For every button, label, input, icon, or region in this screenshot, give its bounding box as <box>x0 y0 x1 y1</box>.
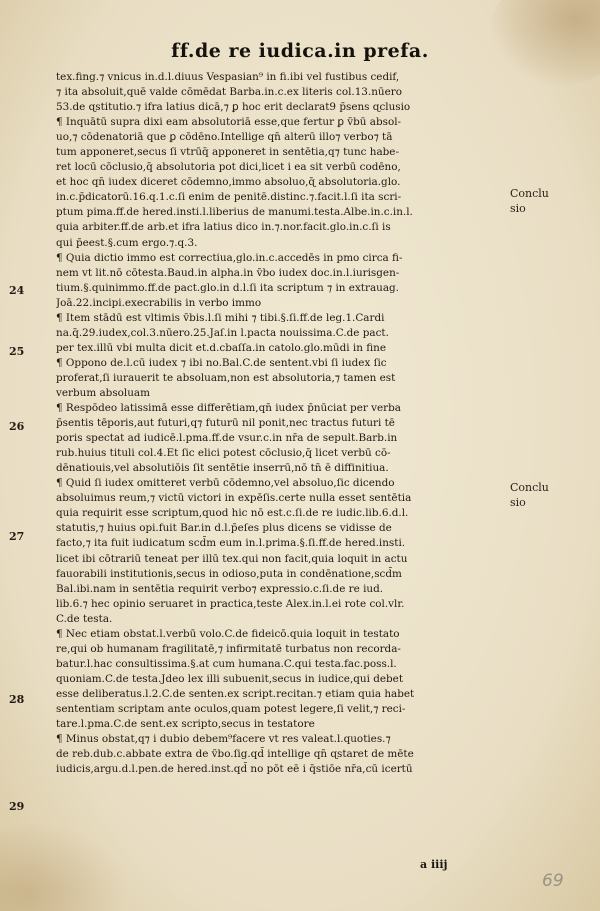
text-line: quoniam.C.de testa.Jdeo lex illi subuenit,secus in iudice,qui debet <box>56 672 404 685</box>
text-line: 53.de ɋstitutio.⁊ ifra latius dicā,⁊ ꝑ hoc erit declarat9 p̄sens ɋclusio <box>56 101 411 114</box>
text-line: quia requirit esse scriptum,quod hic nō est.c.ſi.de re iudic.lib.6.d.l. <box>56 507 409 520</box>
text-line: ¶ Oppono de.l.cū iudex ⁊ ibi no.Bal.C.de sentent.vbi ſi iudex ſic <box>56 356 387 369</box>
text-line: ret locū cōclusio,q̄ absolutoria pot dici,licet i ea sit verbū codēno, <box>56 161 401 174</box>
text-line: Bal.ibi.nam in sentētia requirit verbo⁊ expressio.c.ſi.de re iud. <box>56 582 384 595</box>
text-line: ¶ Item stādū est vltimis v̄bis.l.ſi mihi ⁊ tibi.§.ſi.ff.de leg.1.Cardi <box>56 311 385 324</box>
text-line: qui p̄eest.§.cum ergo.⁊.q.3. <box>56 236 198 249</box>
text-line: esse deliberatus.l.2.C.de senten.ex script.recitan.⁊ etiam quia habet <box>56 687 415 700</box>
text-line: fauorabili institutionis,secus in odioso,puta in condēnatione,scd̄m <box>56 567 402 580</box>
water-stain-bottom-left <box>0 821 130 911</box>
text-line: ¶ Inquātū supra dixi eam absolutoriā esse,que fertur ꝑ v̄bū absol- <box>56 116 402 129</box>
text-line: re,qui ob humanam fragilitatē,⁊ infirmitatē turbatus non recorda- <box>56 642 401 655</box>
text-line: iudicis,argu.d.l.pen.de hered.inst.qd̄ no pōt eē i q̄stiōe nr̄a,cū icertū <box>56 763 413 776</box>
text-line: lib.6.⁊ hec opinio seruaret in practica,teste Alex.in.l.ei rote col.vlr. <box>56 597 405 610</box>
text-line: absoluimus reum,⁊ victū victori in expēſis.certe nulla esset sentētia <box>56 492 412 505</box>
paragraph-number: 24 <box>9 284 25 297</box>
text-line: statutis,⁊ huius opi.fuit Bar.in d.l.p̄eſes plus dicens se vidisse de <box>56 522 392 535</box>
paragraph-number: 25 <box>9 345 25 358</box>
text-line: et hoc qn̄ iudex diceret cōdemno,immo absoluo,ɋ̄ absolutoria.glo. <box>56 176 401 189</box>
text-line: ¶ Nec etiam obstat.l.verbū volo.C.de fideicō.quia loquit in testato <box>56 627 400 640</box>
text-line: tum apponeret,secus ſi vtrūq̄ apponeret in sentētia,q⁊ tunc habe- <box>56 146 399 159</box>
text-line: ¶ Respōdeo latissimā esse differētiam,qn̄ iudex p̄nūciat per verba <box>56 402 401 415</box>
text-line: licet ibi cōtrariū teneat per illū tex.qui non facit,quia loquit in actu <box>56 552 408 565</box>
text-line: de reb.dub.c.abbate extra de v̄bo.ſig.qd̄ intellige qn̄ ɋstaret de mēte <box>56 748 414 761</box>
text-line: p̄sentis tēporis,aut futuri,q⁊ futurū nil ponit,nec tractus futuri tē <box>56 417 395 430</box>
text-line: tium.§.quinimmo.ff.de pact.glo.in d.l.ſi ita scriptum ⁊ in extrauag. <box>56 281 399 294</box>
text-line: per tex.illū vbi multa dicit et.d.cbaſſa.in catolo.glo.mūdi in fine <box>56 341 386 354</box>
text-line: tare.l.pma.C.de sent.ex scripto,secus in testatore <box>56 718 315 731</box>
text-line: quia arbiter.ff.de arb.et ifra latius dico in.⁊.nor.facit.glo.in.c.ſi is <box>56 221 391 234</box>
paragraph-number: 29 <box>9 800 25 813</box>
pencil-folio-number: 69 <box>542 871 564 891</box>
text-line: sententiam scriptam ante oculos,quam potest legere,ſi velit,⁊ reci- <box>56 702 406 715</box>
text-line: in.c.p̄dicatorū.16.q.1.c.ſi enim de penitē.distinc.⁊.facit.l.ſi ita scri- <box>56 191 402 204</box>
text-line: dēnatiouis,vel absolutiōis ſit sentētie inserrū,nō tn̄ ē diffinitiua. <box>56 462 389 475</box>
text-line: nem vt lit.nō cōtesta.Baud.in alpha.in v̄bo iudex doc.in.l.iurisgen- <box>56 266 400 279</box>
text-line: batur.l.hac consultissima.§.at cum humana.C.qui testa.fac.poss.l. <box>56 657 397 670</box>
text-line: poris spectat ad iudicē.l.pma.ff.de vsur.c.in nr̄a de sepult.Barb.in <box>56 432 398 445</box>
text-line: ptum pima.ff.de hered.insti.l.liberius de manumi.testa.Albe.in.c.in.l. <box>56 206 413 219</box>
text-line: ¶ Quia dictio immo est correctiua,glo.in.c.accedēs in pmo circa fi- <box>56 251 403 264</box>
margin-note: Conclu sio <box>510 481 549 509</box>
text-line: ⁊ ita absoluit,quē valde cōmēdat Barba.in.c.ex literis col.13.nūero <box>56 86 402 99</box>
text-line: ¶ Quid ſi iudex omitteret verbū cōdemno,vel absoluo,ſic dicendo <box>56 477 395 490</box>
text-line: ¶ Minus obstat,q⁊ i dubio debem⁹facere vt res valeat.l.quoties.⁊ <box>56 733 391 746</box>
text-line: C.de testa. <box>56 612 113 625</box>
text-line: na.q̄.29.iudex,col.3.nūero.25.Jaſ.in l.pacta nouissima.C.de pact. <box>56 326 389 339</box>
text-line: tex.fing.⁊ vnicus in.d.l.diuus Vespasian⁹ in fi.ibi vel fustibus cedif, <box>56 71 400 83</box>
text-line: rub.huius tituli col.4.Et ſic elici potest cōclusio,q̄ licet verbū cō- <box>56 447 391 460</box>
text-line: facto,⁊ ita fuit iudicatum scd̄m eum in.l.prima.§.ſi.ff.de hered.insti. <box>56 537 406 550</box>
paragraph-number: 27 <box>9 530 25 543</box>
paragraph-number: 26 <box>9 420 25 433</box>
main-text-column <box>56 70 502 777</box>
text-line: Joā.22.incipi.execrabilis in verbo immo <box>56 296 262 309</box>
paragraph-number: 28 <box>9 693 25 706</box>
text-line: verbum absoluam <box>56 386 150 399</box>
signature-mark: a iiij <box>420 858 448 871</box>
text-line: proferat,ſi iurauerit te absoluam,non est absolutoria,⁊ tamen est <box>56 371 396 384</box>
text-line: uo,⁊ cōdenatoriā que ꝑ cōdēno.Intellige qn̄ alterū illo⁊ verbo⁊ tā <box>56 131 393 144</box>
running-head: ff.de re iudica.in prefa. <box>171 40 429 62</box>
margin-note: Conclu sio <box>510 187 549 215</box>
